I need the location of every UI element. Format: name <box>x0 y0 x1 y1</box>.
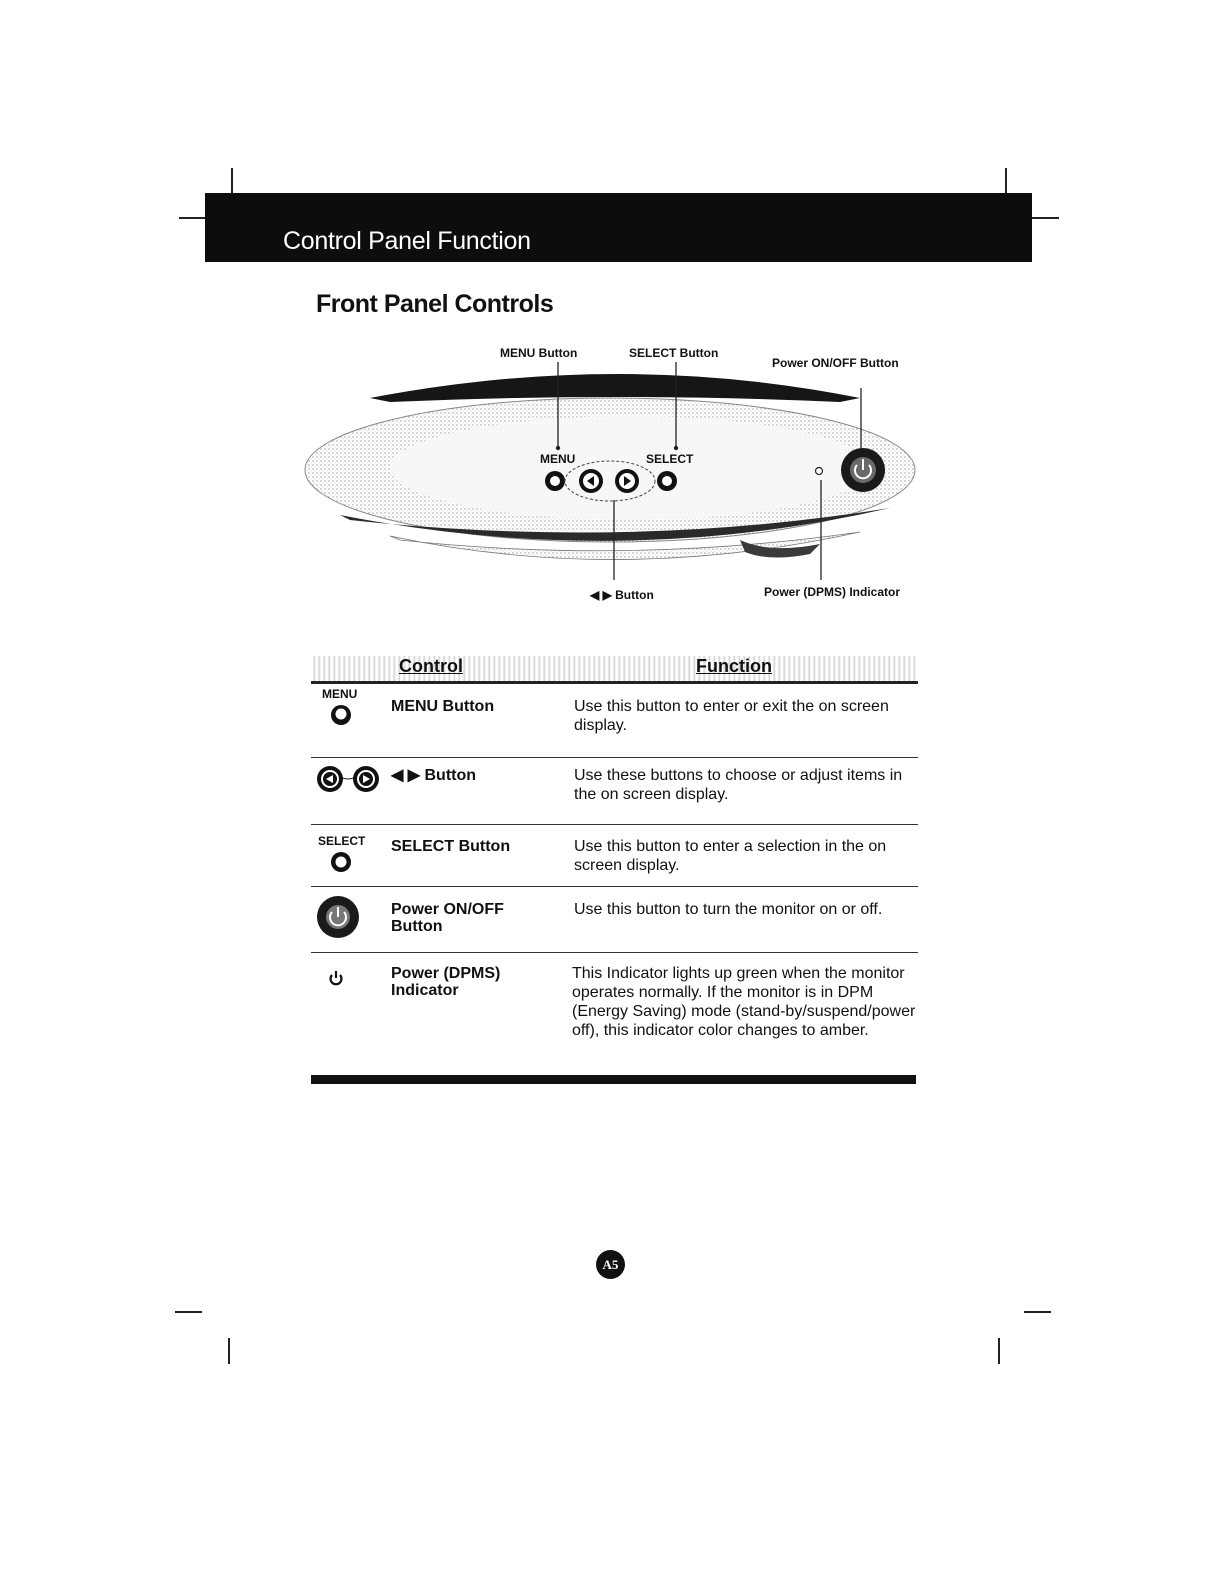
control-description: Use this button to enter or exit the on screen display. <box>574 698 889 734</box>
control-name: Power (DPMS) Indicator <box>391 965 501 999</box>
control-description: Use these buttons to choose or adjust items in the on screen display. <box>574 767 903 803</box>
select-leader-dot <box>674 446 678 450</box>
callout-power-indicator: Power (DPMS) Indicator <box>764 585 901 599</box>
crop-mark <box>175 1311 202 1313</box>
crop-mark <box>179 217 206 219</box>
power-indicator-light <box>816 468 823 475</box>
front-panel-diagram <box>300 340 940 610</box>
menu-button-icon <box>329 703 353 727</box>
control-name: MENU Button <box>391 698 495 715</box>
panel-label-menu: MENU <box>540 452 576 466</box>
select-button-icon <box>329 850 353 874</box>
crop-mark <box>1032 217 1059 219</box>
row-icon-label: MENU <box>322 687 358 701</box>
control-description: Use this button to enter a selection in the on screen display. <box>574 838 887 874</box>
power-indicator-icon <box>328 970 344 986</box>
column-header-control: Control <box>399 656 463 676</box>
control-name: SELECT Button <box>391 838 511 855</box>
arrow-buttons-icon <box>313 764 383 794</box>
crop-mark <box>1005 168 1007 194</box>
control-name: ◀ ▶ Button <box>391 767 477 784</box>
table-bottom-rule <box>311 1075 916 1084</box>
menu-button-shape <box>550 476 560 486</box>
control-description: This Indicator lights up green when the monitor operates normally. If the monitor is in DPM (Energy Saving) mode (stand-by/suspend/power off), this indicator color changes to amber. <box>572 965 916 1039</box>
row-divider <box>311 757 918 758</box>
power-button-icon <box>316 895 360 939</box>
panel-face <box>390 416 870 520</box>
row-divider <box>311 952 918 953</box>
menu-leader-dot <box>556 446 560 450</box>
control-name: Power ON/OFF Button <box>391 901 504 935</box>
row-divider <box>311 886 918 887</box>
crop-mark <box>998 1338 1000 1364</box>
monitor-front-panel-illustration <box>300 340 940 610</box>
control-description: Use this button to turn the monitor on or off. <box>574 901 883 918</box>
callout-menu-button: MENU Button <box>500 346 578 360</box>
crop-mark <box>1024 1311 1051 1313</box>
callout-power-button: Power ON/OFF Button <box>772 356 899 370</box>
callout-select-button: SELECT Button <box>629 346 719 360</box>
page-header-title: Control Panel Function <box>283 227 531 255</box>
select-button-shape <box>662 476 672 486</box>
crop-mark <box>231 168 233 194</box>
callout-arrow-button: ◀ ▶ Button <box>590 588 654 602</box>
column-header-function: Function <box>696 656 772 676</box>
row-divider <box>311 824 918 825</box>
row-icon-label: SELECT <box>318 834 366 848</box>
section-title: Front Panel Controls <box>316 290 554 318</box>
page-number-badge: A5 <box>596 1250 625 1279</box>
crop-mark <box>228 1338 230 1364</box>
header-bar <box>205 193 1032 262</box>
panel-label-select: SELECT <box>646 452 694 466</box>
